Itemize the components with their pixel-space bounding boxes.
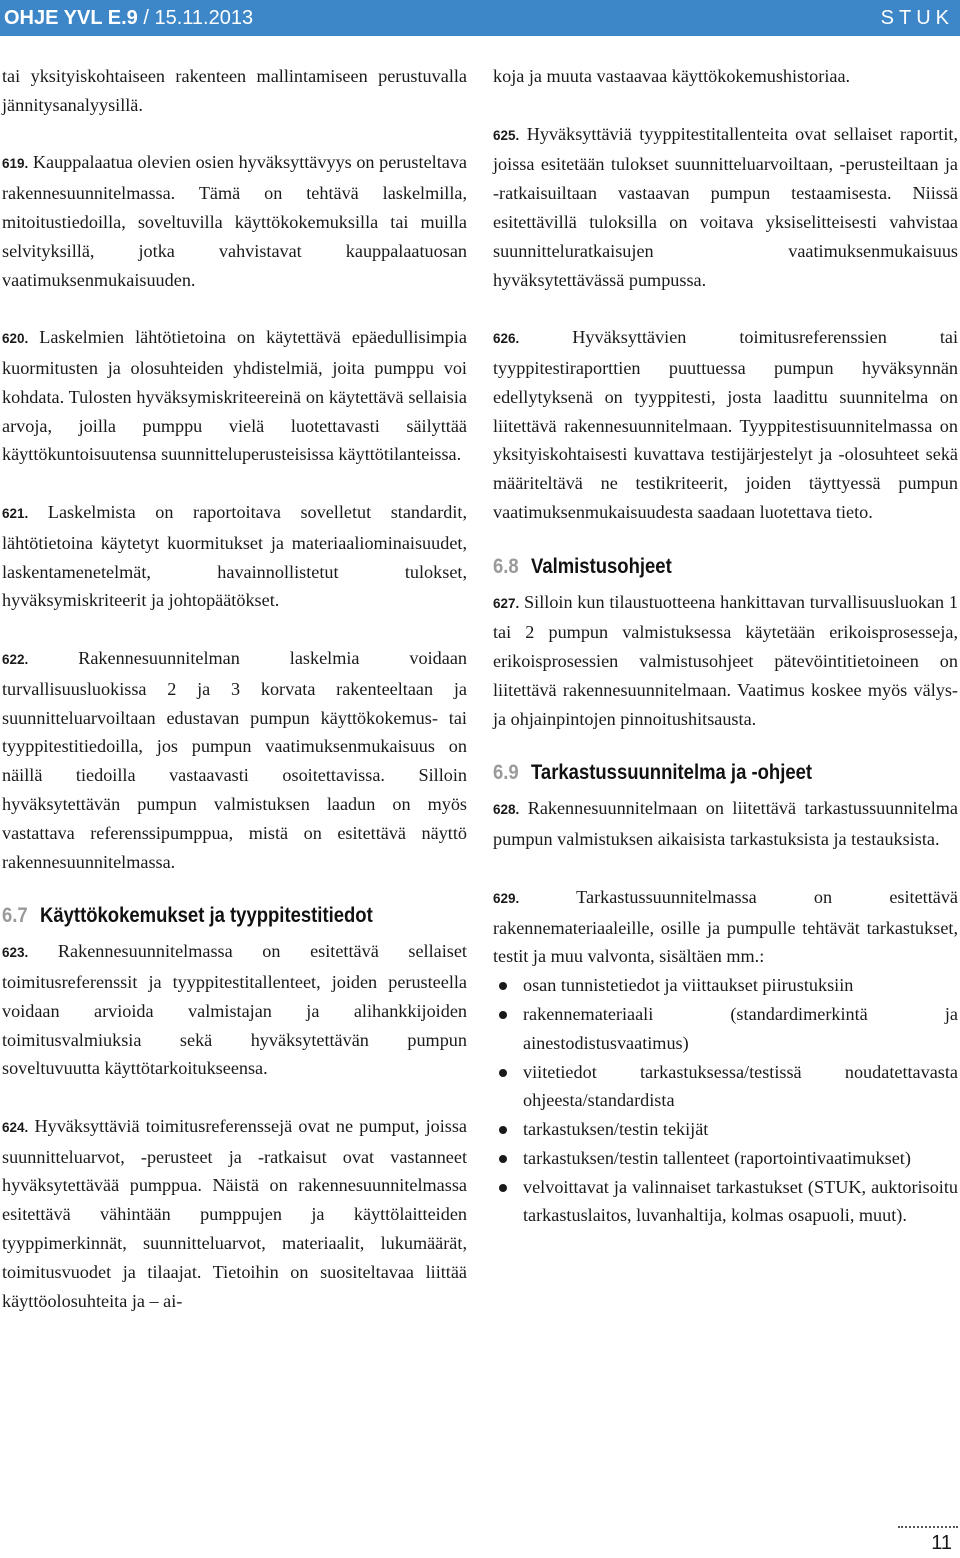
paragraph-number: 624. — [2, 1119, 29, 1135]
bullet-icon — [499, 1011, 507, 1019]
bullet-icon — [499, 1069, 507, 1077]
page-header — [0, 0, 960, 36]
paragraph-625 — [493, 120, 958, 295]
bullet-icon — [499, 982, 507, 990]
paragraph-629 — [493, 883, 958, 971]
section-number: 6.9 — [493, 761, 519, 785]
paragraph-text: Rakennesuunnitelmassa on esitettävä sellaiset toimitusreferenssit ja tyyppitestitallenteet, joiden perusteella voidaan arvioida valmistajan ja alihankkijoiden toimitusvalmiuksia sekä hyväksytettävän pumpun soveltuvuutta käyttötarkoitukseensa. — [2, 941, 467, 1079]
paragraph-text: Hyväksyttäviä tyyppitestitallenteita ovat sellaiset raportit, joissa esitetään tulokset suunnitteluarvoiltaan, -perusteiltaan ja -ratkaisuiltaan vastaavan pumpun testaamisesta. Niissä esitettävillä tuloksilla on voitava yksiselitteisesti vahvistaa suunnitteluratkaisujen vaatimuksenmukaisuus hyväksytettävässä pumpussa. — [493, 123, 958, 290]
section-heading-6-9 — [493, 758, 902, 788]
list-item-text: velvoittavat ja valinnaiset tarkastukset (STUK, auktorisoitu tarkastuslaitos, luvanhaltija, kolmas osapuoli, muut). — [523, 1176, 958, 1226]
paragraph-622 — [2, 644, 467, 876]
paragraph-624 — [2, 1112, 467, 1316]
paragraph-number: 628. — [493, 802, 520, 818]
paragraph-620 — [2, 323, 467, 469]
page-number: 11 — [931, 1532, 952, 1554]
paragraph-text: Rakennesuunnitelman laskelmia voidaan turvallisuusluokissa 2 ja 3 korvata rakenteeltaan ja suunnitteluarvoiltaan edustavan pumpun käyttökokemus- tai tyyppitestitiedoilla, jos pumpun vaatimuksenmukaisuus on näillä tiedoilla vastaavasti osoitettavissa. Silloin hyväksytettävän pumpun valmistuksen laadun on myös vastattava referenssipumppua, mistä on esitettävä näyttö rakennesuunnitelmassa. — [2, 647, 467, 872]
header-org: STUK — [880, 7, 954, 29]
left-column — [2, 62, 467, 1344]
list-item — [493, 1000, 958, 1058]
list-item-text: tarkastuksen/testin tallenteet (raportointivaatimukset) — [523, 1147, 911, 1168]
paragraph-number: 621. — [2, 505, 29, 521]
paragraph-text: Hyväksyttävien toimitusreferenssien tai tyyppitestiraporttien puuttuessa pumpun hyväksynnän edellytyksenä on tyyppitesti, josta laadittu suunnitelma on liitettävä rakennesuunnitelmaan. Tyyppitestisuunnitelmassa on yksityiskohtaisesti kuvattava testijärjestelyt ja -olosuhteet sekä määriteltävä ne testikriteerit, joiden täyttyessä pumpun vaatimuksenmukaisuudesta saadaan luotettava tieto. — [493, 327, 958, 522]
paragraph-number: 622. — [2, 651, 29, 667]
paragraph-number: 629. — [493, 890, 520, 906]
paragraph-623 — [2, 937, 467, 1083]
bullet-icon — [499, 1126, 507, 1134]
header-doc-info — [4, 0, 253, 36]
section-title: Käyttökokemukset ja tyyppitestitiedot — [40, 904, 373, 928]
list-item — [493, 1058, 958, 1116]
paragraph-627 — [493, 588, 958, 734]
section-heading-6-8 — [493, 552, 902, 582]
paragraph-text: Kauppalaatua olevien osien hyväksyttävyys on perusteltava rakennesuunnitelmassa. Tämä on tehtävä laskelmilla, mitoitustiedoilla, soveltuvilla käyttökokemuksilla tai muilla selvityksillä, jotka vahvistavat kauppalaatuosan vaatimuksenmukaisuuden. — [2, 152, 467, 290]
section-title: Tarkastussuunnitelma ja -ohjeet — [531, 761, 813, 785]
bullet-icon — [499, 1155, 507, 1163]
inspection-items-list — [493, 971, 958, 1230]
list-item-text: osan tunnistetiedot ja viittaukset piirustuksiin — [523, 975, 854, 996]
paragraph-continuation: koja ja muuta vastaavaa käyttökokemushistoriaa. — [493, 66, 851, 86]
paragraph-number: 623. — [2, 945, 29, 961]
paragraph-text: Laskelmista on raportoitava sovelletut standardit, lähtötietoina käytetyt kuormitukset ja materiaaliominaisuudet, laskentamenetelmät, havainnollistetut tulokset, hyväksymiskriteerit ja johtopäätökset. — [2, 501, 467, 611]
list-item — [493, 1144, 958, 1173]
paragraph-intro: tai yksityiskohtaiseen rakenteen mallintamiseen perustuvalla jännitysanalyysillä. — [2, 66, 467, 115]
doc-date: / 15.11.2013 — [137, 7, 254, 29]
right-column — [493, 62, 958, 1230]
page-number-rule — [898, 1526, 958, 1528]
section-title: Valmistusohjeet — [531, 554, 672, 578]
paragraph-number: 619. — [2, 156, 29, 172]
section-number: 6.8 — [493, 554, 519, 578]
list-item-text: tarkastuksen/testin tekijät — [523, 1119, 709, 1140]
paragraph-text: Rakennesuunnitelmaan on liitettävä tarkastussuunnitelma pumpun valmistuksen aikaisista tarkastuksista ja testauksista. — [493, 798, 958, 850]
paragraph-number: 625. — [493, 127, 520, 143]
section-heading-6-7 — [2, 901, 411, 931]
list-item — [493, 1115, 958, 1144]
paragraph-619 — [2, 148, 467, 294]
paragraph-628 — [493, 794, 958, 854]
paragraph-text: Tarkastussuunnitelmassa on esitettävä rakennemateriaaleille, osille ja pumpulle tehtävät tarkastukset, testit ja muu valvonta, sisältäen mm.: — [493, 886, 958, 967]
paragraph-number: 620. — [2, 331, 29, 347]
paragraph-text: Laskelmien lähtötietoina on käytettävä epäedullisimpia kuormitusten ja olosuhteiden yhdistelmiä, joita pumppu voi kohdata. Tulosten hyväksymiskriteereinä on käytettävä sellaisia arvoja, joilla pumppu vielä luotettavasti säilyttää käyttökuntoisuutensa suunnitteluperusteisissa käyttötilanteissa. — [2, 327, 467, 465]
doc-label: OHJE YVL E.9 — [4, 7, 138, 29]
paragraph-text: Hyväksyttäviä toimitusreferenssejä ovat ne pumput, joissa suunnitteluarvot, -perusteet ja -ratkaisut ovat vastanneet hyväksytettävää pumppua. Näistä on rakennesuunnitelmassa esitettävä vähintään pumppujen ja käyttölaitteiden tyyppimerkinnät, suunnitteluarvot, materiaalit, lukumäärät, toimitusvuodet ja tilaajat. Tietoihin on suositeltavaa liittää käyttöolosuhteita ja – ai- — [2, 1115, 467, 1311]
bullet-icon — [499, 1184, 507, 1192]
paragraph-621 — [2, 498, 467, 615]
paragraph-number: 626. — [493, 331, 520, 347]
list-item-text: viitetiedot tarkastuksessa/testissä noudatettavasta ohjeesta/standardista — [523, 1061, 958, 1111]
paragraph-number: 627. — [493, 595, 520, 611]
list-item — [493, 1173, 958, 1231]
paragraph-626 — [493, 323, 958, 527]
section-number: 6.7 — [2, 904, 28, 928]
list-item-text: rakennemateriaali (standardimerkintä ja ainestodistusvaatimus) — [523, 1003, 958, 1053]
list-item — [493, 971, 958, 1000]
paragraph-text: Silloin kun tilaustuotteena hankittavan turvallisuusluokan 1 tai 2 pumpun valmistuksessa käytetään erikoisprosesseja, erikoisprosessien valmistusohjeet pätevöintitietoineen on liitettävä rakennesuunnitelmaan. Vaatimus koskee myös välys- ja ohjainpintojen pinnoitushitsausta. — [493, 591, 958, 729]
